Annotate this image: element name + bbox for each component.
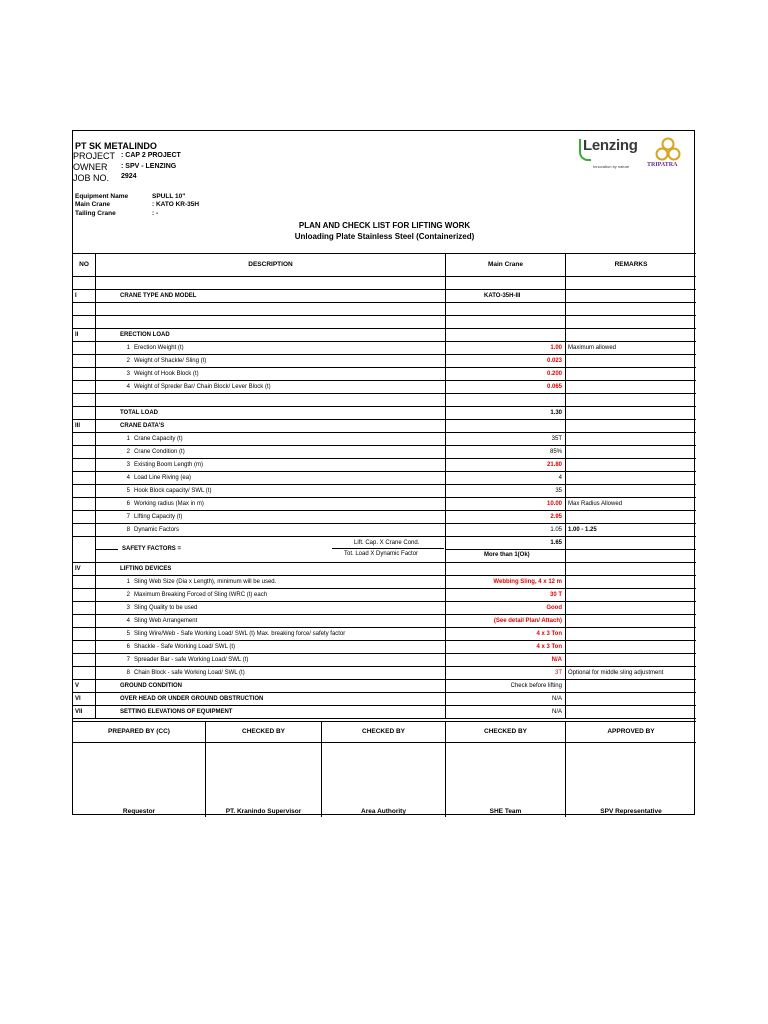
- table-row: VII SETTING ELEVATIONS OF EQUIPMENT N/A: [73, 706, 696, 719]
- document-title: PLAN AND CHECK LIST FOR LIFTING WORK: [298, 221, 471, 230]
- column-header-no: NO: [73, 254, 95, 277]
- table-row: 3 Sling Quality to be used Good: [73, 602, 696, 615]
- checklist-table: [73, 253, 696, 719]
- tripatra-emblem-icon: [645, 135, 691, 163]
- tripatra-logo-text: TRIPATRA: [647, 162, 678, 168]
- equipment-label: Equipment Name: [75, 193, 129, 200]
- table-row: 1 Erection Weight (t) 1.00 Maximum allowed: [73, 342, 696, 355]
- table-row: 1 Sling Web Size (Dia x Length), minimum will be used. Webbing Sling, 4 x 12 m: [73, 576, 696, 589]
- table-row: 6 Shackle - Safe Working Load/ SWL (t) 4 x 3 Ton: [73, 641, 696, 654]
- owner-label: OWNER: [73, 162, 108, 172]
- table-row: TOTAL LOAD 1.30: [73, 407, 696, 420]
- table-row: 8 Chain Block - safe Working Load/ SWL (t) 3T Optional for middle sling adjustment: [73, 667, 696, 680]
- main-crane-label: Main Crane: [75, 201, 111, 208]
- table-header-row: [73, 254, 696, 277]
- table-row: 2 Crane Condition (t) 85%: [73, 446, 696, 459]
- signature-checked-by-supervisor: CHECKED BY PT. Kranindo Supervisor: [205, 722, 321, 817]
- table-row: V GROUND CONDITION Check before lifting: [73, 680, 696, 693]
- column-header-description: DESCRIPTION: [95, 254, 445, 277]
- table-row: 8 Dynamic Factors 1.05 1.00 - 1.25: [73, 524, 696, 537]
- project-value: : CAP 2 PROJECT: [121, 152, 181, 159]
- table-row: [73, 277, 696, 290]
- lifting-plan-sheet: [72, 130, 695, 815]
- table-row: [73, 316, 696, 329]
- lenzing-tagline: Innovation by nature: [593, 164, 630, 169]
- job-label: JOB NO.: [73, 173, 110, 183]
- lenzing-logo-text: Lenzing: [583, 137, 638, 154]
- safety-factor-value: 1.65: [550, 540, 562, 546]
- table-row: III CRANE DATA'S: [73, 420, 696, 433]
- table-row: IV LIFTING DEVICES: [73, 563, 696, 576]
- safety-factor-denominator: Tot. Load X Dynamic Factor: [344, 551, 419, 557]
- owner-value: : SPV - LENZING: [121, 163, 177, 170]
- table-row: 2 Maximum Breaking Forced of Sling IWRC (t) each 30 T: [73, 589, 696, 602]
- safety-factor-numerator: Lift. Cap. X Crane Cond.: [354, 540, 420, 546]
- signature-block: [73, 721, 696, 817]
- tailing-crane-value: : -: [152, 210, 159, 217]
- table-row: [73, 394, 696, 407]
- column-header-main-crane: Main Crane: [445, 254, 565, 277]
- signature-prepared-by: PREPARED BY (CC) Requestor: [73, 722, 205, 817]
- document-subtitle: Unloading Plate Stainless Steel (Containerized): [294, 232, 475, 241]
- table-row: [73, 303, 696, 316]
- signature-checked-by-she-team: CHECKED BY SHE Team: [445, 722, 565, 817]
- table-row: 7 Spreader Bar - safe Working Load/ SWL (t) N/A: [73, 654, 696, 667]
- column-header-remarks: REMARKS: [565, 254, 696, 277]
- safety-factor-result: More than 1(Ok): [484, 552, 530, 558]
- signature-checked-by-area-authority: CHECKED BY Area Authority: [321, 722, 445, 817]
- main-crane-value: : KATO KR-35H: [152, 201, 200, 208]
- table-row: 4 Load Line Riving (ea) 4: [73, 472, 696, 485]
- table-row: 7 Lifting Capacity (t) 2.95: [73, 511, 696, 524]
- table-row: 3 Weight of Hook Block (t) 0.200: [73, 368, 696, 381]
- table-row: II ERECTION LOAD: [73, 329, 696, 342]
- table-row: 4 Weight of Spreder Bar/ Chain Block/ Lever Block (t) 0.065: [73, 381, 696, 394]
- equipment-value: SPULL 10": [152, 193, 186, 200]
- table-row: 5 Sling Wire/Web - Safe Working Load/ SWL (t) Max. breaking force/ safety factor 4 x 3 Ton: [73, 628, 696, 641]
- table-row: 3 Existing Boom Length (m) 21.80: [73, 459, 696, 472]
- table-row: 2 Weight of Shackle/ Sling (t) 0.023: [73, 355, 696, 368]
- table-row: 1 Crane Capacity (t) 35T: [73, 433, 696, 446]
- company-name: PT SK METALINDO: [75, 141, 157, 151]
- lenzing-logo: [579, 137, 649, 171]
- safety-factor-row: [73, 537, 696, 563]
- safety-factor-label: SAFETY FACTORS =: [122, 546, 181, 552]
- project-label: PROJECT: [73, 151, 116, 161]
- table-row: 6 Working radius (Max in m) 10.00 Max Radius Allowed: [73, 498, 696, 511]
- job-value: 2924: [121, 173, 137, 180]
- table-row: I CRANE TYPE AND MODEL KATO-35H-III: [73, 290, 696, 303]
- tailing-crane-label: Tailing Crane: [75, 210, 116, 217]
- signature-approved-by: APPROVED BY SPV Representative: [565, 722, 696, 817]
- tripatra-logo: [645, 135, 691, 175]
- table-row: VI OVER HEAD OR UNDER GROUND OBSTRUCTION N/A: [73, 693, 696, 706]
- table-row: 5 Hook Block capacity/ SWL (t) 35: [73, 485, 696, 498]
- table-row: 4 Sling Web Arrangement (See detail Plan/ Attach): [73, 615, 696, 628]
